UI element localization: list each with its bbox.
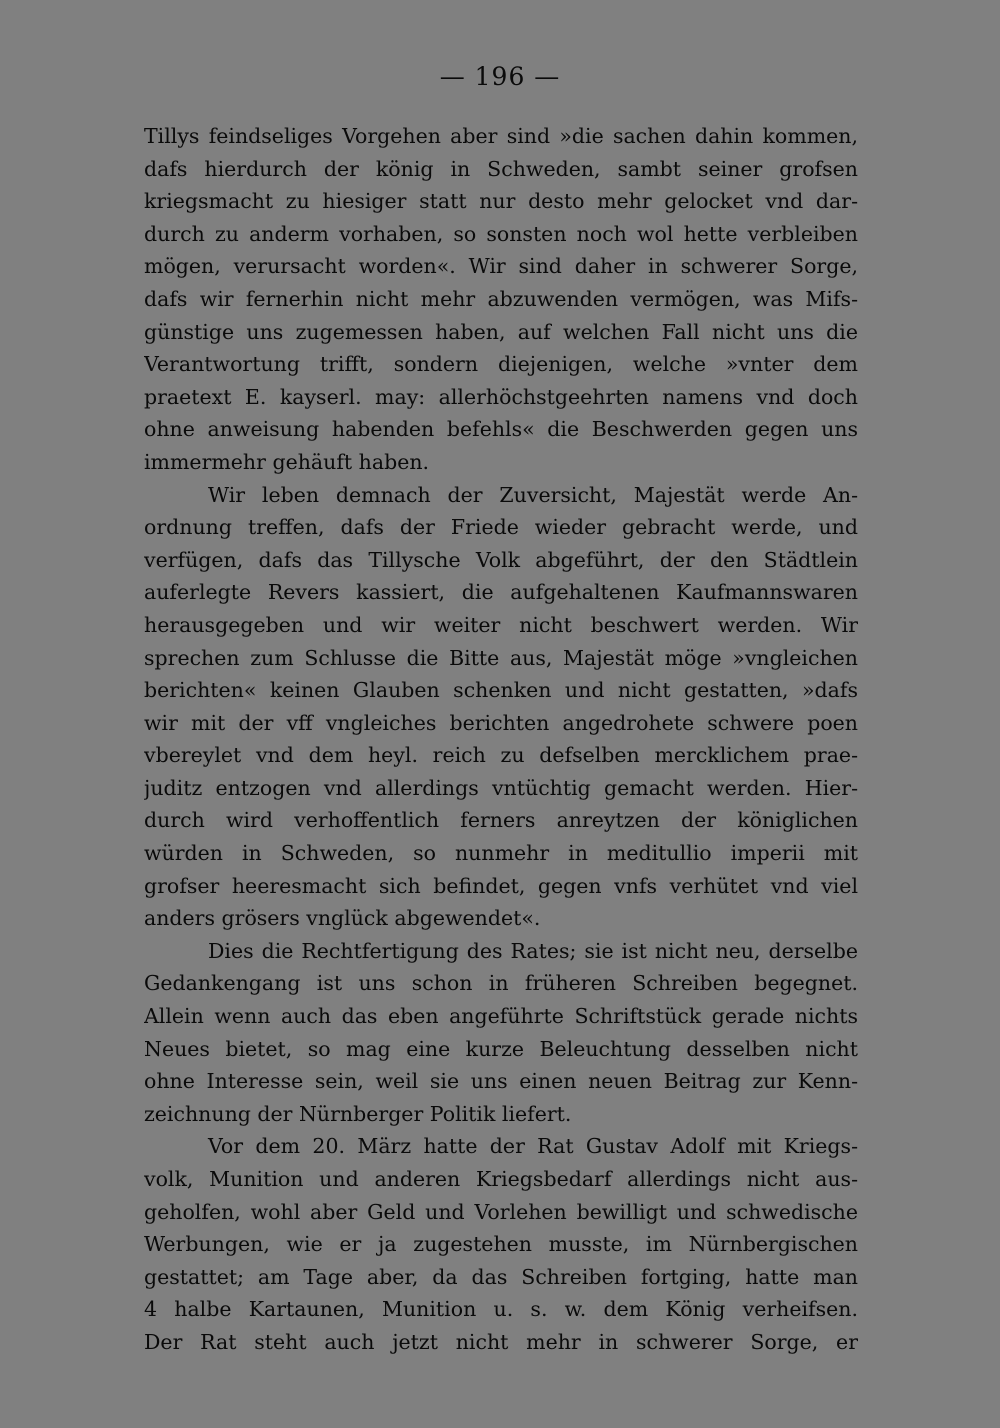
text-line: Dies die Rechtfertigung des Rates; sie ist nicht neu, derselbe (208, 938, 858, 963)
text-line: dafs hierdurch der könig in Schweden, sambt seiner grofsen (144, 156, 858, 181)
text-line: ohne anweisung habenden befehls« die Beschwerden gegen uns (144, 417, 858, 442)
text-line: zeichnung der Nürnberger Politik liefert. (144, 1101, 572, 1126)
text-line: juditz entzogen vnd allerdings vntüchtig gemacht werden. Hier- (144, 775, 858, 800)
text-line: würden in Schweden, so nunmehr in meditullio imperii mit (144, 841, 858, 866)
text-line: durch zu anderm vorhaben, so sonsten noch wol hette verbleiben (144, 221, 858, 246)
text-line: Wir leben demnach der Zuversicht, Majestät werde An- (208, 482, 858, 507)
text-line: Vor dem 20. März hatte der Rat Gustav Adolf mit Kriegs- (208, 1134, 858, 1159)
text-line: Der Rat steht auch jetzt nicht mehr in schwerer Sorge, er (144, 1329, 858, 1354)
text-line: volk, Munition und anderen Kriegsbedarf allerdings nicht aus- (144, 1167, 858, 1191)
text-line: auferlegte Revers kassiert, die aufgehaltenen Kaufmannswaren (144, 580, 858, 605)
text-line: herausgegeben und wir weiter nicht beschwert werden. Wir (144, 612, 858, 637)
text-line: gestattet; am Tage aber, da das Schreiben fortging, hatte man (144, 1264, 858, 1289)
text-line: berichten« keinen Glauben schenken und nicht gestatten, »dafs (144, 678, 858, 703)
paragraph (144, 479, 858, 935)
text-line: sprechen zum Schlusse die Bitte aus, Majestät möge »vngleichen (144, 645, 858, 670)
text-line: Werbungen, wie er ja zugestehen musste, im Nürnbergischen (144, 1232, 858, 1257)
paragraph (144, 1130, 858, 1358)
text-line: praetext E. kayserl. may: allerhöchstgeehrten namens vnd doch (144, 384, 858, 409)
text-line: Neues bietet, so mag eine kurze Beleuchtung desselben nicht (144, 1036, 858, 1061)
text-line: vbereylet vnd dem heyl. reich zu defselben mercklichem prae- (144, 743, 858, 768)
text-line: durch wird verhoffentlich ferners anreytzen der königlichen (144, 808, 858, 833)
text-line: ohne Interesse sein, weil sie uns einen neuen Beitrag zur Kenn- (144, 1069, 858, 1094)
text-line: 4 halbe Kartaunen, Munition u. s. w. dem König verheifsen. (144, 1297, 858, 1322)
text-line: mögen, verursacht worden«. Wir sind daher in schwerer Sorge, (144, 254, 858, 279)
text-line: Gedankengang ist uns schon in früheren Schreiben begegnet. (144, 971, 858, 996)
text-line: grofser heeresmacht sich befindet, gegen vnfs verhütet vnd viel (144, 873, 858, 898)
body-text (144, 120, 858, 1359)
text-line: verfügen, dafs das Tillysche Volk abgeführt, der den Städtlein (144, 547, 858, 572)
text-line: geholfen, wohl aber Geld und Vorlehen bewilligt und schwedische (144, 1199, 858, 1224)
page-number: — 196 — (439, 62, 561, 91)
text-line: kriegsmacht zu hiesiger statt nur desto mehr gelocket vnd dar- (144, 189, 858, 214)
text-line: Verantwortung trifft, sondern diejenigen, welche »vnter dem (144, 352, 858, 377)
text-line: wir mit der vff vngleiches berichten angedrohete schwere poen (144, 710, 858, 735)
text-line: anders grösers vnglück abgewendet«. (144, 906, 541, 931)
text-line: Allein wenn auch das eben angeführte Schriftstück gerade nichts (144, 1004, 858, 1029)
text-line: dafs wir fernerhin nicht mehr abzuwenden vermögen, was Mifs- (144, 286, 858, 311)
text-line: ordnung treffen, dafs der Friede wieder gebracht werde, und (144, 515, 858, 540)
paragraph (144, 935, 858, 1131)
text-line: immermehr gehäuft haben. (144, 449, 430, 474)
text-line: Tillys feindseliges Vorgehen aber sind »die sachen dahin kommen, (144, 124, 858, 148)
text-line: günstige uns zugemessen haben, auf welchen Fall nicht uns die (144, 319, 858, 344)
paragraph (144, 120, 858, 479)
